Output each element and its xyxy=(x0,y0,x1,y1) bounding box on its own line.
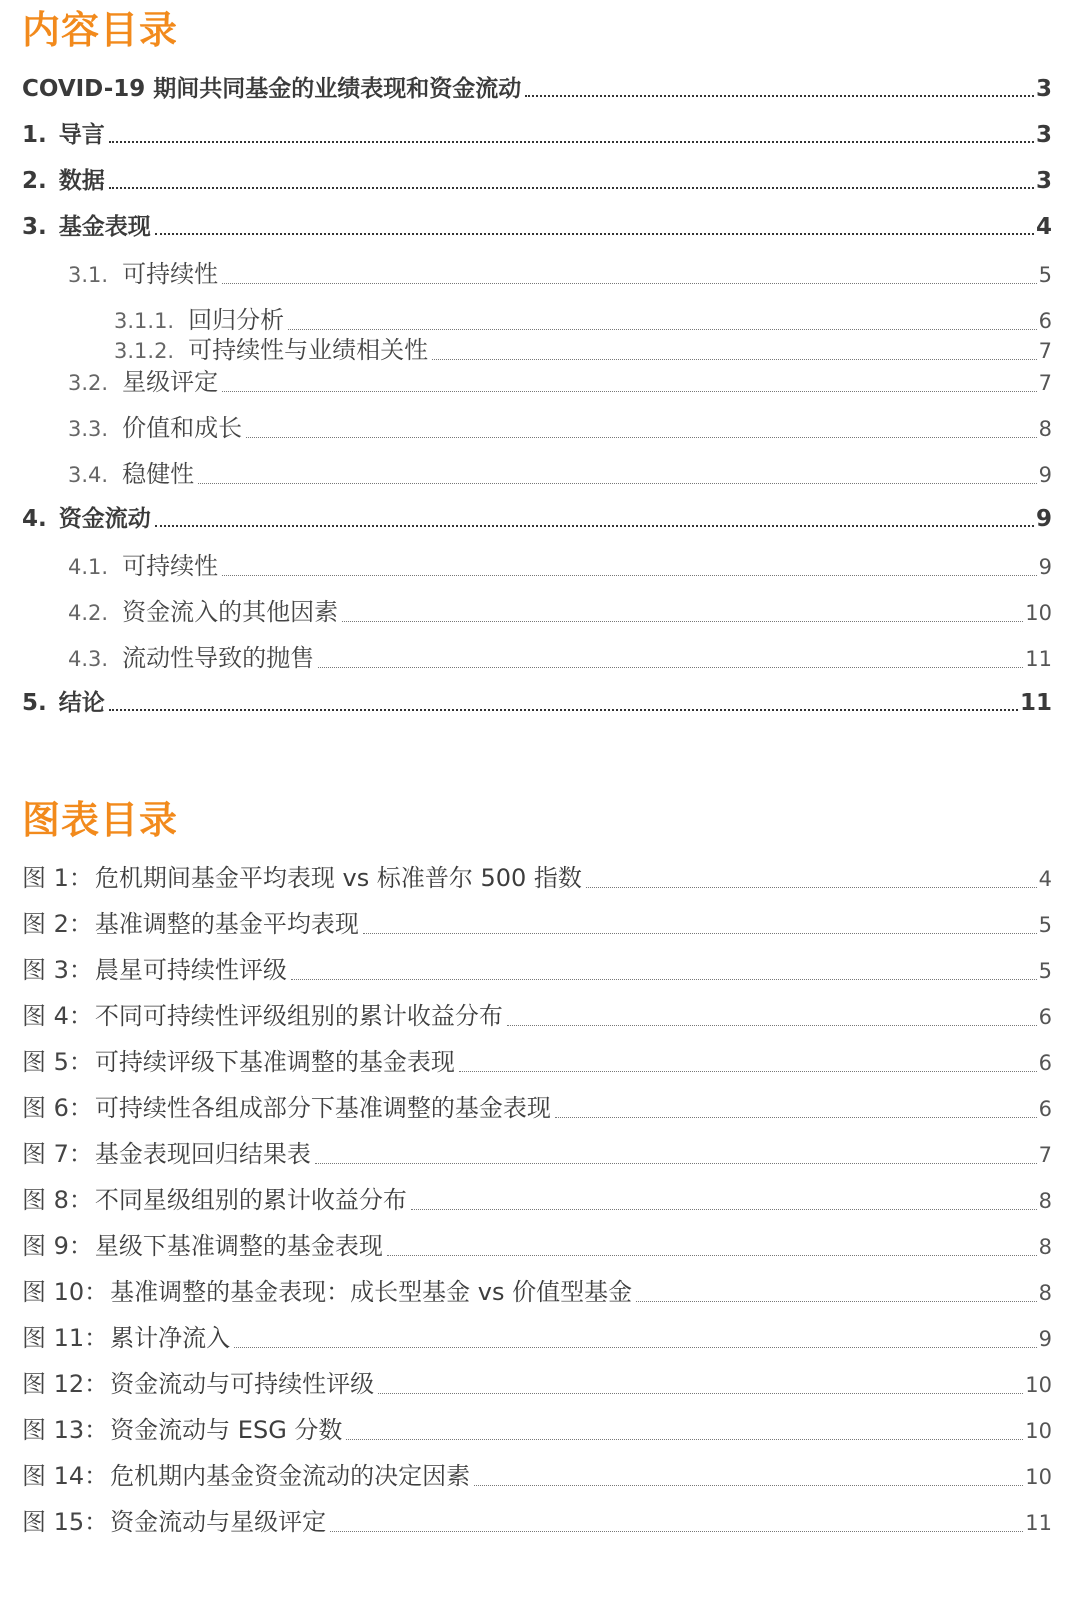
figure-entry-title: 基准调整的基金表现：成长型基金 vs 价值型基金 xyxy=(110,1278,633,1306)
toc-entry-title: 价值和成长 xyxy=(122,414,243,442)
figure-entry-title: 资金流动与 ESG 分数 xyxy=(110,1416,343,1444)
figure-entry-page: 10 xyxy=(1025,1419,1052,1443)
dot-leader xyxy=(291,978,1037,980)
toc-entry-number: 3.4. xyxy=(68,463,109,487)
toc-entry-title: 资金流动 xyxy=(58,506,151,532)
toc-entry-page: 11 xyxy=(1025,647,1052,671)
toc-entry-title: 结论 xyxy=(58,690,105,716)
toc-entry-number: 4.1. xyxy=(68,555,109,579)
dot-leader xyxy=(378,1392,1023,1394)
toc-entry-page: 3 xyxy=(1035,76,1052,102)
toc-entry-page: 3 xyxy=(1035,168,1052,194)
toc-entry-number: 3.1. xyxy=(68,263,109,287)
toc-entry[interactable] xyxy=(22,362,1052,397)
dot-leader xyxy=(387,1254,1037,1256)
toc-entry-title: COVID-19 期间共同基金的业绩表现和资金流动 xyxy=(22,76,522,102)
toc-entry-page: 10 xyxy=(1025,601,1052,625)
toc-entry[interactable] xyxy=(22,162,1052,195)
figure-entry-number: 图 6： xyxy=(22,1094,93,1122)
toc-entry-page: 8 xyxy=(1038,417,1052,441)
figure-entry-number: 图 3： xyxy=(22,956,93,984)
figure-entry-page: 11 xyxy=(1025,1511,1052,1535)
toc-entry-title: 回归分析 xyxy=(188,306,285,334)
toc-entry-title: 可持续性 xyxy=(122,552,219,580)
figure-entry[interactable] xyxy=(22,1364,1052,1399)
figure-entry-title: 危机期间基金平均表现 vs 标准普尔 500 指数 xyxy=(94,864,582,892)
figure-entry-title: 基金表现回归结果表 xyxy=(94,1140,311,1168)
toc-entry[interactable] xyxy=(22,684,1052,717)
figure-entry-page: 10 xyxy=(1025,1465,1052,1489)
figure-entry-number: 图 7： xyxy=(22,1140,93,1168)
figure-entry-title: 晨星可持续性评级 xyxy=(94,956,287,984)
toc-entry-number: 5. xyxy=(22,690,47,716)
dot-leader xyxy=(155,524,1034,527)
toc-entry-page: 7 xyxy=(1038,371,1052,395)
dot-leader xyxy=(330,1530,1023,1532)
dot-leader xyxy=(109,140,1034,143)
figure-entry[interactable] xyxy=(22,996,1052,1031)
figure-entry-page: 8 xyxy=(1038,1235,1052,1259)
figure-entry-number: 图 11： xyxy=(22,1324,109,1352)
dot-leader xyxy=(636,1300,1036,1302)
figure-entry-number: 图 9： xyxy=(22,1232,93,1260)
figure-entry-number: 图 1： xyxy=(22,864,93,892)
toc-entry[interactable] xyxy=(22,638,1052,673)
figure-entry[interactable] xyxy=(22,1272,1052,1307)
figure-entry[interactable] xyxy=(22,1180,1052,1215)
dot-leader xyxy=(222,282,1037,284)
toc-entry-number: 4.2. xyxy=(68,601,109,625)
figure-entry-page: 4 xyxy=(1038,867,1052,891)
toc-entry[interactable] xyxy=(22,454,1052,489)
figure-entry[interactable] xyxy=(22,1042,1052,1077)
dot-leader xyxy=(222,390,1037,392)
figures-heading: 图表目录 xyxy=(22,798,179,842)
figure-entry[interactable] xyxy=(22,904,1052,939)
dot-leader xyxy=(363,932,1037,934)
dot-leader xyxy=(234,1346,1036,1348)
figure-entry-page: 6 xyxy=(1038,1051,1052,1075)
figure-entry-title: 累计净流入 xyxy=(110,1324,231,1352)
figure-entry-title: 可持续性各组成部分下基准调整的基金表现 xyxy=(94,1094,551,1122)
figure-entry[interactable] xyxy=(22,1134,1052,1169)
toc-entry-title: 导言 xyxy=(58,122,105,148)
dot-leader xyxy=(155,232,1034,235)
toc-entry[interactable] xyxy=(22,116,1052,149)
figure-entry-number: 图 4： xyxy=(22,1002,93,1030)
figure-entry-title: 不同可持续性评级组别的累计收益分布 xyxy=(94,1002,503,1030)
figure-entry-title: 基准调整的基金平均表现 xyxy=(94,910,359,938)
figure-entry-title: 资金流动与可持续性评级 xyxy=(110,1370,375,1398)
toc-entry-title: 流动性导致的抛售 xyxy=(122,644,315,672)
toc-heading: 内容目录 xyxy=(22,8,179,52)
figure-entry-number: 图 5： xyxy=(22,1048,93,1076)
toc-entry-number: 3.1.2. xyxy=(114,339,175,363)
dot-leader xyxy=(222,574,1037,576)
figure-entry-number: 图 12： xyxy=(22,1370,109,1398)
figure-entry-number: 图 15： xyxy=(22,1508,109,1536)
toc-entry-title: 可持续性与业绩相关性 xyxy=(188,336,429,364)
toc-entry[interactable] xyxy=(22,408,1052,443)
toc-entry-page: 11 xyxy=(1019,690,1052,716)
figure-entry[interactable] xyxy=(22,1088,1052,1123)
toc-entry-number: 3.3. xyxy=(68,417,109,441)
toc-entry-title: 资金流入的其他因素 xyxy=(122,598,339,626)
dot-leader xyxy=(109,708,1018,711)
dot-leader xyxy=(411,1208,1037,1210)
toc-entry[interactable] xyxy=(22,546,1052,581)
figure-entry-title: 不同星级组别的累计收益分布 xyxy=(94,1186,407,1214)
figure-entry[interactable] xyxy=(22,1456,1052,1491)
figure-entry-page: 6 xyxy=(1038,1005,1052,1029)
figure-entry[interactable] xyxy=(22,1502,1052,1537)
figure-entry[interactable] xyxy=(22,950,1052,985)
toc-entry-number: 4. xyxy=(22,506,47,532)
toc-entry-number: 3. xyxy=(22,214,47,240)
toc-entry-page: 4 xyxy=(1035,214,1052,240)
figure-entry-page: 9 xyxy=(1038,1327,1052,1351)
dot-leader xyxy=(315,1162,1037,1164)
toc-entry-number: 1. xyxy=(22,122,47,148)
dot-leader xyxy=(525,94,1034,97)
dot-leader xyxy=(318,666,1023,668)
figure-entry-page: 10 xyxy=(1025,1373,1052,1397)
dot-leader xyxy=(586,886,1037,888)
figure-entry[interactable] xyxy=(22,1318,1052,1353)
toc-entry-title: 星级评定 xyxy=(122,368,219,396)
toc-entry-page: 3 xyxy=(1035,122,1052,148)
figure-entry-page: 8 xyxy=(1038,1189,1052,1213)
toc-entry-number: 2. xyxy=(22,168,47,194)
figure-entry-title: 星级下基准调整的基金表现 xyxy=(94,1232,383,1260)
dot-leader xyxy=(432,358,1037,360)
toc-entry[interactable] xyxy=(22,330,1052,365)
figure-entry-title: 资金流动与星级评定 xyxy=(110,1508,327,1536)
figure-entry[interactable] xyxy=(22,1226,1052,1261)
figure-entry-number: 图 14： xyxy=(22,1462,109,1490)
toc-entry-page: 9 xyxy=(1038,555,1052,579)
figure-entry-page: 6 xyxy=(1038,1097,1052,1121)
toc-entry[interactable] xyxy=(22,70,1052,103)
toc-entry[interactable] xyxy=(22,208,1052,241)
toc-entry[interactable] xyxy=(22,254,1052,289)
dot-leader xyxy=(474,1484,1023,1486)
dot-leader xyxy=(507,1024,1037,1026)
dot-leader xyxy=(555,1116,1037,1118)
figure-entry[interactable] xyxy=(22,858,1052,893)
toc-entry-number: 4.3. xyxy=(68,647,109,671)
toc-entry[interactable] xyxy=(22,592,1052,627)
figure-entry-number: 图 2： xyxy=(22,910,93,938)
figure-entry-title: 可持续评级下基准调整的基金表现 xyxy=(94,1048,455,1076)
toc-entry-title: 稳健性 xyxy=(122,460,195,488)
toc-entry[interactable] xyxy=(22,500,1052,533)
figure-entry-page: 5 xyxy=(1038,959,1052,983)
toc-entry-page: 9 xyxy=(1035,506,1052,532)
toc-entry-number: 3.2. xyxy=(68,371,109,395)
figure-entry-page: 5 xyxy=(1038,913,1052,937)
toc-entry-title: 数据 xyxy=(58,168,105,194)
figure-entry-title: 危机期内基金资金流动的决定因素 xyxy=(110,1462,471,1490)
toc-entry-title: 基金表现 xyxy=(58,214,151,240)
dot-leader xyxy=(459,1070,1037,1072)
dot-leader xyxy=(346,1438,1023,1440)
figure-entry-number: 图 10： xyxy=(22,1278,109,1306)
figure-entry-number: 图 8： xyxy=(22,1186,93,1214)
figure-entry-number: 图 13： xyxy=(22,1416,109,1444)
dot-leader xyxy=(246,436,1037,438)
toc-entry-page: 5 xyxy=(1038,263,1052,287)
toc-entry-title: 可持续性 xyxy=(122,260,219,288)
dot-leader xyxy=(342,620,1023,622)
dot-leader xyxy=(198,482,1037,484)
toc-entry-page: 6 xyxy=(1038,309,1052,333)
toc-entry-page: 9 xyxy=(1038,463,1052,487)
toc-entry-number: 3.1.1. xyxy=(114,309,175,333)
dot-leader xyxy=(109,186,1034,189)
figure-entry[interactable] xyxy=(22,1410,1052,1445)
figure-entry-page: 8 xyxy=(1038,1281,1052,1305)
toc-entry-page: 7 xyxy=(1038,339,1052,363)
figure-entry-page: 7 xyxy=(1038,1143,1052,1167)
